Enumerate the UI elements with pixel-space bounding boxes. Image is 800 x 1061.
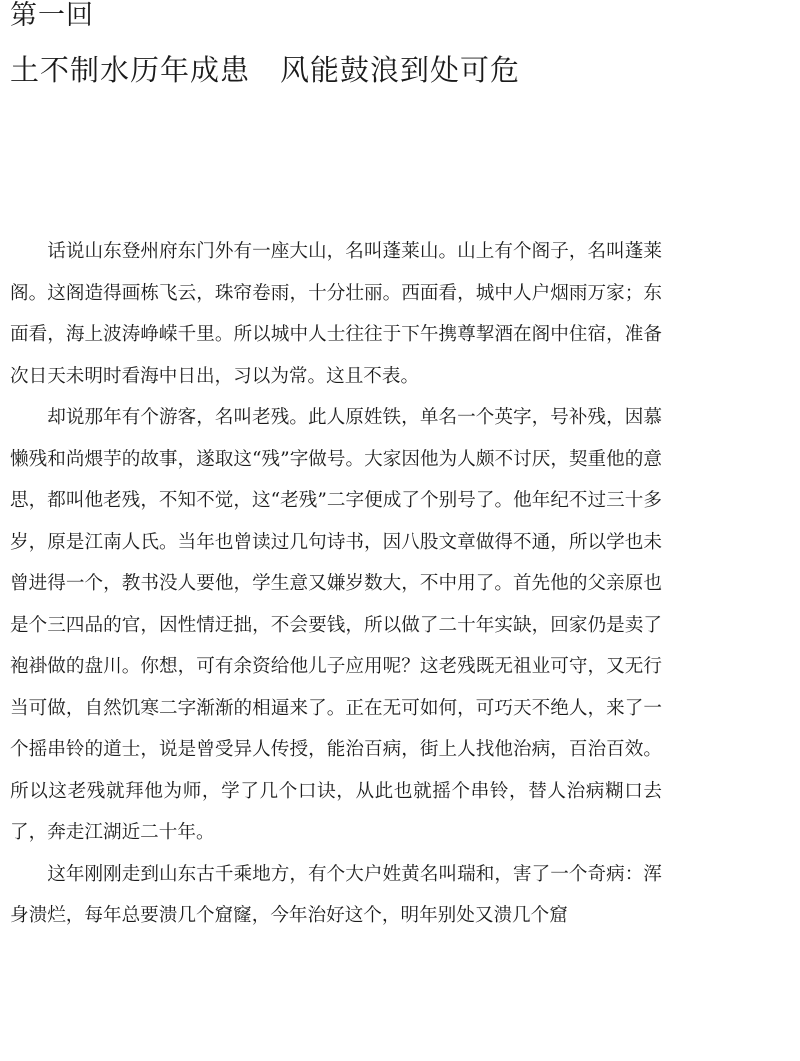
paragraph: 这年刚刚走到山东古千乘地方，有个大户姓黄名叫瑞和，害了一个奇病：浑身溃烂，每年总要溃几个窟窿，今年治好这个，明年别处又溃几个窟 (10, 863, 662, 926)
chapter-title: 土不制水历年成患 风能鼓浪到处可危 (10, 53, 521, 87)
body-text (10, 231, 662, 937)
paragraph: 却说那年有个游客，名叫老残。此人原姓铁，单名一个英字，号补残，因慕懒残和尚煨芋的故事，遂取这“残”字做号。大家因他为人颇不讨厌，契重他的意思，都叫他老残，不知不觉，这“老残”二字便成了个别号了。他年纪不过三十多岁，原是江南人氏。当年也曾读过几句诗书，因八股文章做得不通，所以学也未曾进得一个，教书没人要他，学生意又嫌岁数大，不中用了。首先他的父亲原也是个三四品的官，因性情迂拙，不会要钱，所以做了二十年实缺，回家仍是卖了袍褂做的盘川。你想，可有余资给他儿子应用呢？这老残既无祖业可守，又无行当可做，自然饥寒二字渐渐的相逼来了。正在无可如何，可巧天不绝人，来了一个摇串铃的道士，说是曾受异人传授，能治百病，街上人找他治病，百治百效。所以这老残就拜他为师，学了几个口诀，从此也就摇个串铃，替人治病糊口去了，奔走江湖近二十年。 (10, 407, 662, 843)
paragraph: 话说山东登州府东门外有一座大山，名叫蓬莱山。山上有个阁子，名叫蓬莱阁。这阁造得画栋飞云，珠帘卷雨，十分壮丽。西面看，城中人户烟雨万家；东面看，海上波涛峥嵘千里。所以城中人士往往于下午携尊挈酒在阁中住宿，准备次日天未明时看海中日出，习以为常。这且不表。 (10, 241, 662, 387)
chapter-number: 第一回 (10, 0, 94, 31)
